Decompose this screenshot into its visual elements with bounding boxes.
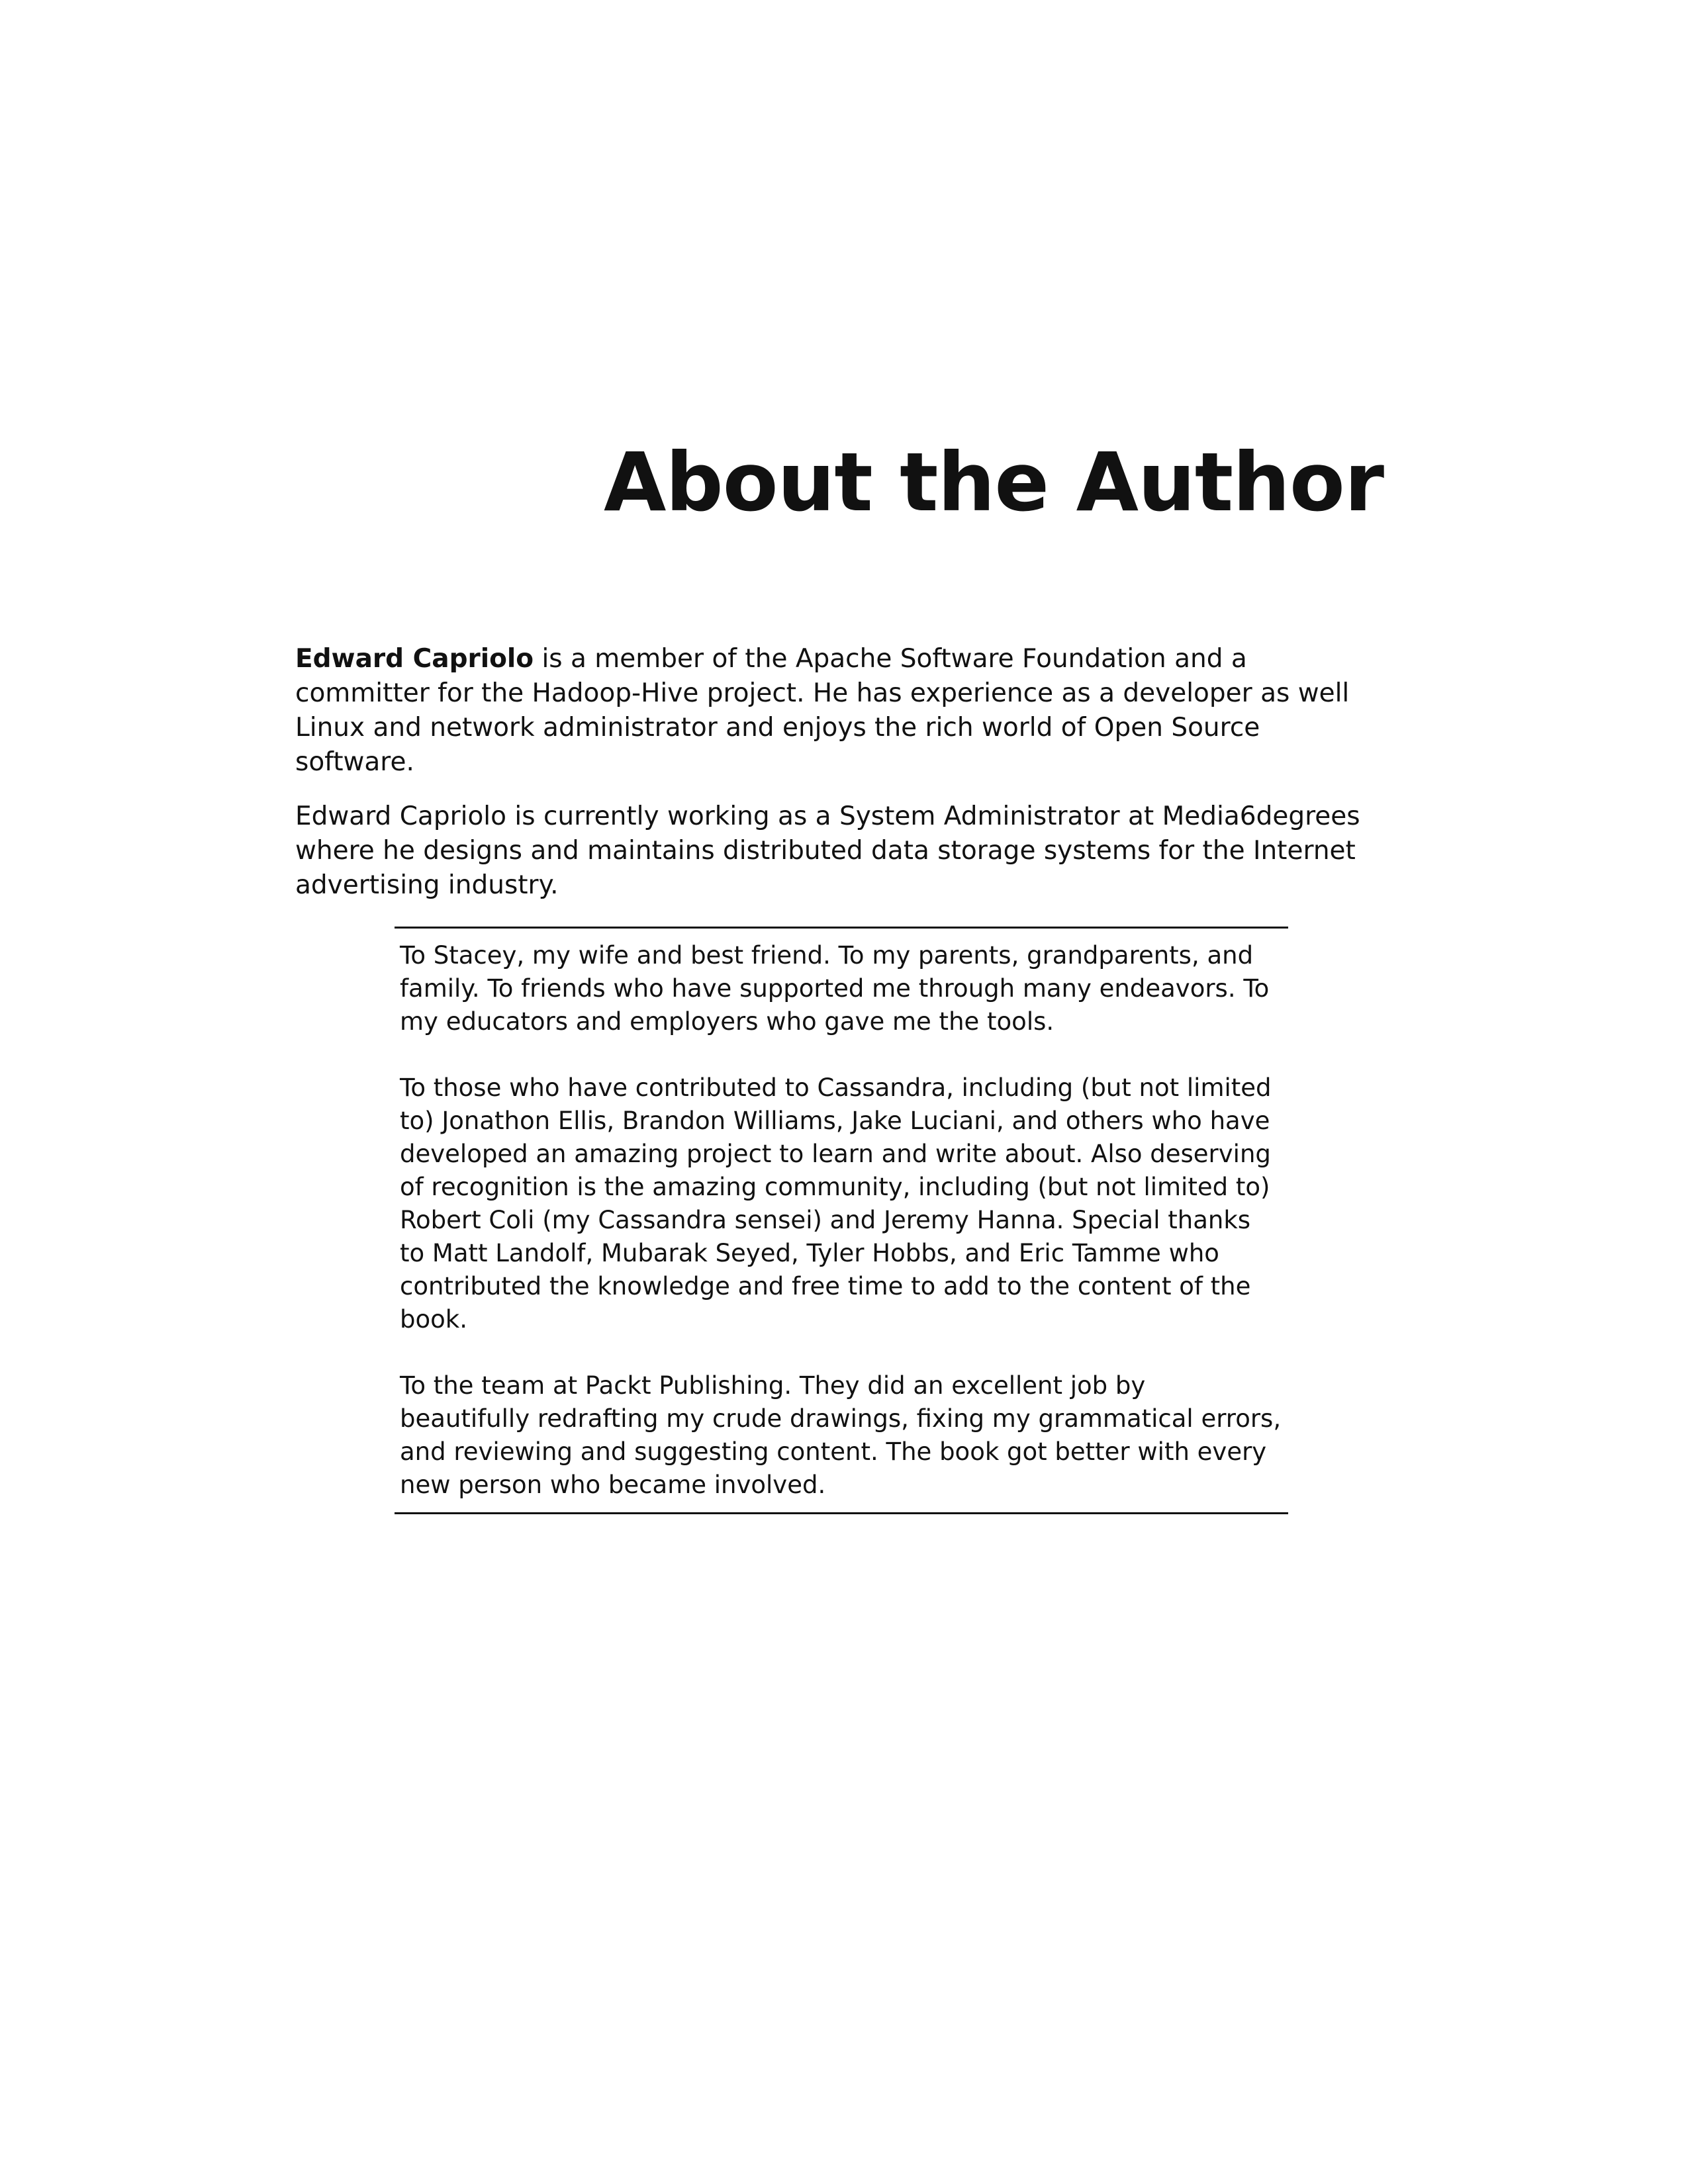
bio-paragraph-1-text: is a member of the Apache Software Foundation and a committer for the Hadoop-Hive project. He has experience as a developer as well Linux and network administrator and enjoys the rich world of Open Source software. xyxy=(295,644,1350,777)
dedication-paragraph-3: To the team at Packt Publishing. They did an excellent job by beautifully redrafting my crude drawings, fixing my grammatical errors, and reviewing and suggesting content. The book got better with every new person who became involved. xyxy=(400,1371,1282,1499)
dedication-paragraph-1: To Stacey, my wife and best friend. To my parents, grandparents, and family. To friends who have supported me through many endeavors. To my educators and employers who gave me the tools. xyxy=(400,941,1270,1036)
page-title: About the Author xyxy=(603,435,1383,529)
bio-paragraph-1 xyxy=(295,642,1381,780)
dedication-box xyxy=(395,927,1288,1514)
bio-paragraph-2: Edward Capriolo is currently working as a System Administrator at Media6degrees where he designs and maintains distributed data storage systems for the Internet advertising industry. xyxy=(295,801,1360,900)
author-name: Edward Capriolo xyxy=(295,644,534,674)
author-bio xyxy=(295,642,1381,923)
dedication-paragraph-2: To those who have contributed to Cassandra, including (but not limited to) Jonathon Ellis, Brandon Williams, Jake Luciani, and others who have developed an amazing project to learn and write about. Also deserving of recognition is the amazing community, including (but not limited to) Robert Coli (my Cassandra sensei) and Jeremy Hanna. Special thanks to Matt Landolf, Mubarak Seyed, Tyler Hobbs, and Eric Tamme who contributed the knowledge and free time to add to the content of the book. xyxy=(400,1073,1272,1334)
